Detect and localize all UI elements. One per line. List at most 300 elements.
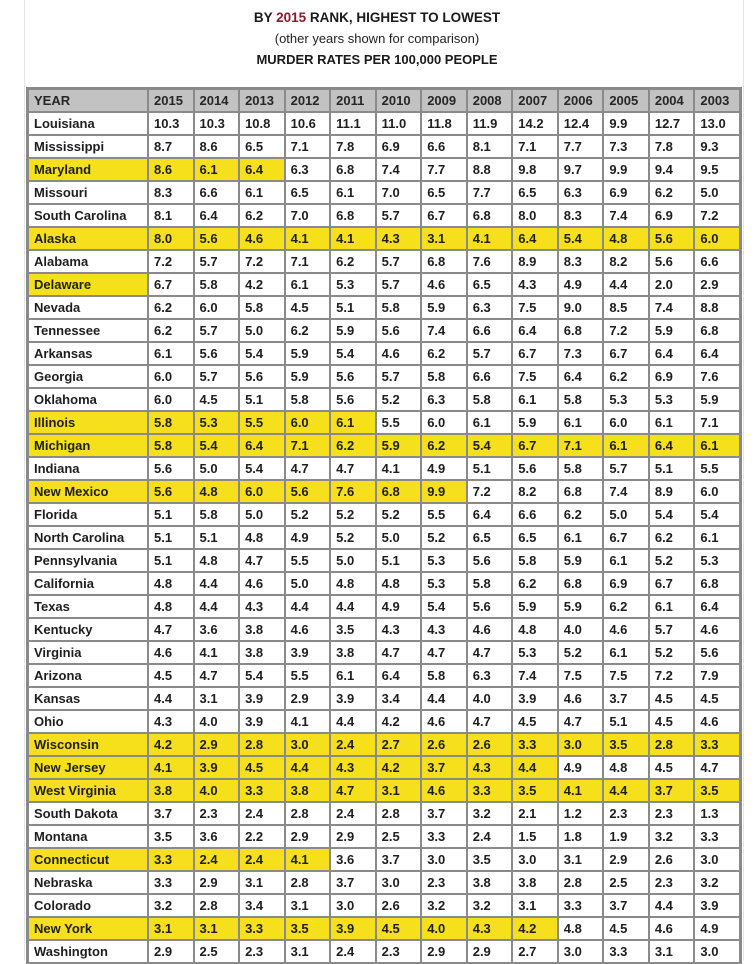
table-row — [29, 757, 739, 778]
rate-cell: 3.2 — [650, 826, 694, 847]
rate-cell: 4.1 — [468, 228, 512, 249]
rate-cell: 5.3 — [422, 550, 466, 571]
rate-cell: 6.2 — [422, 435, 466, 456]
rate-cell: 5.4 — [422, 596, 466, 617]
rate-cell: 4.6 — [422, 274, 466, 295]
rate-cell: 6.1 — [604, 550, 648, 571]
rate-cell: 5.9 — [422, 297, 466, 318]
rate-cell: 3.7 — [149, 803, 193, 824]
rate-cell: 4.4 — [286, 757, 330, 778]
rate-cell: 3.1 — [149, 918, 193, 939]
rate-cell: 5.0 — [195, 458, 239, 479]
state-name-cell: Wisconsin — [29, 734, 147, 755]
rate-cell: 6.1 — [695, 527, 739, 548]
rate-cell: 3.9 — [331, 688, 375, 709]
rate-cell: 7.5 — [559, 665, 603, 686]
rate-cell: 3.7 — [650, 780, 694, 801]
rate-cell: 6.3 — [559, 182, 603, 203]
rate-cell: 2.9 — [286, 826, 330, 847]
rate-cell: 3.1 — [240, 872, 284, 893]
rate-cell: 5.8 — [195, 274, 239, 295]
rate-cell: 7.4 — [604, 205, 648, 226]
rate-cell: 5.3 — [513, 642, 557, 663]
rate-cell: 3.7 — [604, 688, 648, 709]
rate-cell: 4.6 — [377, 343, 421, 364]
rate-cell: 5.4 — [559, 228, 603, 249]
rate-cell: 4.9 — [286, 527, 330, 548]
rate-cell: 6.0 — [286, 412, 330, 433]
rate-cell: 6.6 — [695, 251, 739, 272]
rate-cell: 3.3 — [240, 780, 284, 801]
rate-cell: 4.6 — [559, 688, 603, 709]
rate-cell: 5.4 — [695, 504, 739, 525]
rate-cell: 3.0 — [286, 734, 330, 755]
rate-cell: 10.8 — [240, 113, 284, 134]
rate-cell: 4.0 — [422, 918, 466, 939]
rate-cell: 7.1 — [513, 136, 557, 157]
rate-cell: 5.6 — [650, 228, 694, 249]
rate-cell: 2.3 — [195, 803, 239, 824]
rate-cell: 4.4 — [331, 711, 375, 732]
rate-cell: 3.4 — [240, 895, 284, 916]
rate-cell: 5.2 — [559, 642, 603, 663]
rate-cell: 5.7 — [468, 343, 512, 364]
rate-cell: 3.1 — [422, 228, 466, 249]
column-header-year: YEAR — [29, 90, 147, 111]
rate-cell: 2.6 — [377, 895, 421, 916]
rate-cell: 6.7 — [149, 274, 193, 295]
rate-cell: 6.6 — [468, 366, 512, 387]
rate-cell: 4.1 — [149, 757, 193, 778]
state-name-cell: Indiana — [29, 458, 147, 479]
rate-cell: 6.9 — [604, 573, 648, 594]
state-name-cell: New Jersey — [29, 757, 147, 778]
rate-cell: 5.0 — [604, 504, 648, 525]
rate-cell: 5.8 — [149, 412, 193, 433]
rate-cell: 3.2 — [149, 895, 193, 916]
rate-cell: 7.2 — [695, 205, 739, 226]
rate-cell: 4.2 — [377, 757, 421, 778]
state-name-cell: Georgia — [29, 366, 147, 387]
table-row — [29, 320, 739, 341]
table-row — [29, 297, 739, 318]
rate-cell: 2.9 — [604, 849, 648, 870]
rate-cell: 8.7 — [149, 136, 193, 157]
rate-cell: 11.1 — [331, 113, 375, 134]
rate-cell: 6.8 — [468, 205, 512, 226]
header-row — [29, 90, 739, 111]
rate-cell: 5.4 — [331, 343, 375, 364]
rate-cell: 3.9 — [240, 711, 284, 732]
rate-cell: 3.8 — [240, 619, 284, 640]
rate-cell: 4.8 — [331, 573, 375, 594]
rate-cell: 3.3 — [513, 734, 557, 755]
rate-cell: 5.4 — [240, 343, 284, 364]
rate-cell: 4.5 — [149, 665, 193, 686]
rate-cell: 4.4 — [195, 596, 239, 617]
table-row — [29, 527, 739, 548]
rate-cell: 4.8 — [604, 228, 648, 249]
rate-cell: 6.4 — [240, 435, 284, 456]
rate-cell: 2.3 — [240, 941, 284, 962]
rate-cell: 6.4 — [650, 343, 694, 364]
table-row — [29, 826, 739, 847]
rate-cell: 5.6 — [240, 366, 284, 387]
rate-cell: 8.3 — [149, 182, 193, 203]
rate-cell: 2.8 — [559, 872, 603, 893]
rate-cell: 6.3 — [468, 297, 512, 318]
rate-cell: 14.2 — [513, 113, 557, 134]
rate-cell: 3.8 — [331, 642, 375, 663]
rate-cell: 6.2 — [559, 504, 603, 525]
rate-cell: 5.8 — [513, 550, 557, 571]
rate-cell: 5.4 — [650, 504, 694, 525]
rate-cell: 6.6 — [422, 136, 466, 157]
rate-cell: 6.1 — [513, 389, 557, 410]
rate-cell: 8.5 — [604, 297, 648, 318]
rate-cell: 6.4 — [559, 366, 603, 387]
rate-cell: 8.6 — [195, 136, 239, 157]
rate-cell: 6.4 — [650, 435, 694, 456]
table-row — [29, 504, 739, 525]
rate-cell: 4.3 — [377, 228, 421, 249]
rate-cell: 6.1 — [559, 527, 603, 548]
rate-cell: 8.8 — [468, 159, 512, 180]
state-name-cell: Arkansas — [29, 343, 147, 364]
rate-cell: 6.2 — [604, 596, 648, 617]
rate-cell: 5.8 — [286, 389, 330, 410]
subtitle: (other years shown for comparison) — [274, 31, 480, 46]
rate-cell: 6.4 — [377, 665, 421, 686]
state-name-cell: Virginia — [29, 642, 147, 663]
rate-cell: 5.8 — [240, 297, 284, 318]
rate-cell: 3.0 — [377, 872, 421, 893]
state-name-cell: Texas — [29, 596, 147, 617]
rate-cell: 3.3 — [468, 780, 512, 801]
rate-cell: 3.2 — [695, 872, 739, 893]
rate-cell: 7.1 — [286, 251, 330, 272]
title-prefix: BY — [253, 10, 277, 25]
rate-cell: 5.6 — [695, 642, 739, 663]
rate-cell: 4.7 — [695, 757, 739, 778]
rate-cell: 5.5 — [240, 412, 284, 433]
rate-cell: 2.3 — [377, 941, 421, 962]
state-name-cell: Oklahoma — [29, 389, 147, 410]
rate-cell: 6.2 — [650, 527, 694, 548]
rate-cell: 2.9 — [195, 734, 239, 755]
rate-cell: 5.9 — [377, 435, 421, 456]
rate-cell: 6.2 — [149, 320, 193, 341]
rate-cell: 5.3 — [650, 389, 694, 410]
rate-cell: 4.4 — [604, 780, 648, 801]
rate-cell: 6.1 — [331, 665, 375, 686]
rate-cell: 4.5 — [240, 757, 284, 778]
rate-cell: 5.1 — [149, 527, 193, 548]
rate-cell: 5.5 — [377, 412, 421, 433]
rate-cell: 4.6 — [695, 711, 739, 732]
column-header-2010: 2010 — [377, 90, 421, 111]
column-header-2013: 2013 — [240, 90, 284, 111]
rate-cell: 8.3 — [559, 205, 603, 226]
rate-cell: 7.5 — [604, 665, 648, 686]
rate-cell: 7.2 — [240, 251, 284, 272]
rate-cell: 7.4 — [604, 481, 648, 502]
rate-cell: 3.1 — [195, 918, 239, 939]
rate-cell: 6.8 — [331, 159, 375, 180]
rate-cell: 4.9 — [559, 274, 603, 295]
rate-cell: 8.1 — [468, 136, 512, 157]
rate-cell: 2.1 — [513, 803, 557, 824]
rate-cell: 7.3 — [604, 136, 648, 157]
rate-cell: 5.1 — [650, 458, 694, 479]
rate-cell: 4.3 — [513, 274, 557, 295]
rate-cell: 7.2 — [650, 665, 694, 686]
table-row — [29, 481, 739, 502]
rate-cell: 4.4 — [331, 596, 375, 617]
rate-cell: 3.0 — [422, 849, 466, 870]
rate-cell: 3.7 — [422, 803, 466, 824]
rate-cell: 4.1 — [286, 711, 330, 732]
rate-cell: 4.5 — [650, 688, 694, 709]
rate-cell: 6.1 — [195, 159, 239, 180]
rate-cell: 13.0 — [695, 113, 739, 134]
rate-cell: 4.6 — [240, 573, 284, 594]
rate-cell: 6.5 — [468, 527, 512, 548]
rate-cell: 3.9 — [513, 688, 557, 709]
rate-cell: 2.4 — [331, 941, 375, 962]
rate-cell: 12.7 — [650, 113, 694, 134]
rate-cell: 2.5 — [377, 826, 421, 847]
rate-cell: 3.5 — [695, 780, 739, 801]
rate-cell: 2.9 — [286, 688, 330, 709]
rate-cell: 4.5 — [195, 389, 239, 410]
rate-cell: 9.4 — [650, 159, 694, 180]
table-row — [29, 412, 739, 433]
rate-cell: 7.4 — [650, 297, 694, 318]
rate-cell: 6.9 — [650, 205, 694, 226]
rate-cell: 4.7 — [149, 619, 193, 640]
rate-cell: 4.6 — [650, 918, 694, 939]
rate-cell: 3.1 — [377, 780, 421, 801]
rate-cell: 2.8 — [195, 895, 239, 916]
rate-cell: 4.8 — [604, 757, 648, 778]
rate-cell: 4.5 — [650, 711, 694, 732]
rate-cell: 7.7 — [422, 159, 466, 180]
rate-cell: 4.2 — [377, 711, 421, 732]
rate-cell: 6.8 — [559, 573, 603, 594]
rate-cell: 5.9 — [695, 389, 739, 410]
rate-cell: 5.3 — [422, 573, 466, 594]
rate-cell: 5.8 — [422, 665, 466, 686]
rate-cell: 5.0 — [240, 320, 284, 341]
rate-cell: 4.8 — [149, 596, 193, 617]
rate-cell: 5.6 — [149, 481, 193, 502]
rate-cell: 9.3 — [695, 136, 739, 157]
rate-cell: 4.6 — [604, 619, 648, 640]
rate-cell: 2.4 — [468, 826, 512, 847]
rate-cell: 5.7 — [650, 619, 694, 640]
table-row — [29, 895, 739, 916]
rate-cell: 6.7 — [422, 205, 466, 226]
rate-cell: 8.0 — [149, 228, 193, 249]
rate-cell: 4.3 — [468, 757, 512, 778]
rate-cell: 1.8 — [559, 826, 603, 847]
rate-cell: 4.2 — [149, 734, 193, 755]
rate-cell: 6.4 — [513, 320, 557, 341]
rate-cell: 4.9 — [695, 918, 739, 939]
rate-cell: 6.4 — [240, 159, 284, 180]
rate-cell: 3.7 — [422, 757, 466, 778]
rate-cell: 5.2 — [377, 504, 421, 525]
rate-cell: 5.7 — [195, 366, 239, 387]
rate-cell: 3.8 — [286, 780, 330, 801]
table-caption: MURDER RATES PER 100,000 PEOPLE — [256, 52, 498, 67]
rate-cell: 5.9 — [650, 320, 694, 341]
rate-cell: 3.3 — [604, 941, 648, 962]
rate-cell: 5.2 — [650, 550, 694, 571]
rate-cell: 2.4 — [331, 734, 375, 755]
rate-cell: 4.0 — [195, 780, 239, 801]
rate-cell: 8.3 — [559, 251, 603, 272]
rate-cell: 6.7 — [650, 573, 694, 594]
rate-cell: 2.6 — [650, 849, 694, 870]
rate-cell: 4.0 — [559, 619, 603, 640]
rate-cell: 6.8 — [559, 320, 603, 341]
rate-cell: 6.2 — [240, 205, 284, 226]
rate-cell: 2.9 — [422, 941, 466, 962]
rate-cell: 3.6 — [331, 849, 375, 870]
rate-cell: 5.5 — [695, 458, 739, 479]
rate-cell: 5.6 — [513, 458, 557, 479]
rate-cell: 11.8 — [422, 113, 466, 134]
rate-cell: 6.0 — [695, 481, 739, 502]
table-row — [29, 573, 739, 594]
rate-cell: 2.4 — [240, 849, 284, 870]
rate-cell: 6.8 — [331, 205, 375, 226]
rate-cell: 6.1 — [468, 412, 512, 433]
rate-cell: 6.5 — [468, 274, 512, 295]
rate-cell: 2.8 — [240, 734, 284, 755]
rate-cell: 4.4 — [149, 688, 193, 709]
rate-cell: 2.6 — [468, 734, 512, 755]
rate-cell: 3.9 — [695, 895, 739, 916]
rate-cell: 5.9 — [513, 596, 557, 617]
state-name-cell: Washington — [29, 941, 147, 962]
rate-cell: 4.6 — [286, 619, 330, 640]
rate-cell: 6.0 — [422, 412, 466, 433]
rate-cell: 5.6 — [331, 389, 375, 410]
rate-cell: 3.3 — [149, 849, 193, 870]
rate-cell: 4.8 — [195, 550, 239, 571]
rate-cell: 6.6 — [468, 320, 512, 341]
table-row — [29, 228, 739, 249]
rate-cell: 2.4 — [331, 803, 375, 824]
rate-cell: 5.6 — [149, 458, 193, 479]
rate-cell: 11.0 — [377, 113, 421, 134]
rate-cell: 6.5 — [286, 182, 330, 203]
rate-cell: 5.3 — [195, 412, 239, 433]
rate-cell: 5.5 — [286, 550, 330, 571]
rate-cell: 4.6 — [468, 619, 512, 640]
rate-cell: 3.3 — [559, 895, 603, 916]
rate-cell: 4.5 — [650, 757, 694, 778]
rate-cell: 3.8 — [468, 872, 512, 893]
rate-cell: 6.2 — [513, 573, 557, 594]
rate-cell: 4.3 — [422, 619, 466, 640]
rate-cell: 4.5 — [513, 711, 557, 732]
rate-cell: 7.9 — [695, 665, 739, 686]
rate-cell: 6.3 — [422, 389, 466, 410]
rate-cell: 4.9 — [422, 458, 466, 479]
rate-cell: 2.8 — [377, 803, 421, 824]
rate-cell: 4.1 — [331, 228, 375, 249]
rate-cell: 4.5 — [695, 688, 739, 709]
rate-cell: 9.7 — [559, 159, 603, 180]
rate-cell: 5.6 — [331, 366, 375, 387]
rate-cell: 3.2 — [422, 895, 466, 916]
column-header-2005: 2005 — [604, 90, 648, 111]
rate-cell: 4.3 — [240, 596, 284, 617]
rate-cell: 5.2 — [422, 527, 466, 548]
rate-cell: 2.3 — [422, 872, 466, 893]
state-name-cell: New York — [29, 918, 147, 939]
rate-cell: 3.5 — [604, 734, 648, 755]
rate-cell: 2.9 — [468, 941, 512, 962]
rate-cell: 5.1 — [377, 550, 421, 571]
rate-cell: 2.7 — [377, 734, 421, 755]
rate-cell: 8.8 — [695, 297, 739, 318]
rate-cell: 5.6 — [377, 320, 421, 341]
rate-cell: 3.0 — [559, 941, 603, 962]
rate-cell: 4.6 — [422, 711, 466, 732]
rate-cell: 4.8 — [240, 527, 284, 548]
rate-cell: 5.4 — [468, 435, 512, 456]
rate-cell: 3.0 — [331, 895, 375, 916]
rate-cell: 5.3 — [695, 550, 739, 571]
rate-cell: 5.6 — [650, 251, 694, 272]
rate-cell: 1.5 — [513, 826, 557, 847]
rate-cell: 4.8 — [377, 573, 421, 594]
table-row — [29, 918, 739, 939]
rate-cell: 5.2 — [377, 389, 421, 410]
rate-cell: 3.9 — [286, 642, 330, 663]
table-row — [29, 711, 739, 732]
rate-cell: 5.4 — [240, 665, 284, 686]
rate-cell: 10.6 — [286, 113, 330, 134]
rate-cell: 3.5 — [149, 826, 193, 847]
state-name-cell: Delaware — [29, 274, 147, 295]
state-name-cell: Illinois — [29, 412, 147, 433]
rate-cell: 7.8 — [650, 136, 694, 157]
rate-cell: 5.8 — [559, 389, 603, 410]
state-name-cell: Pennsylvania — [29, 550, 147, 571]
rate-cell: 2.3 — [650, 872, 694, 893]
rate-cell: 4.7 — [468, 711, 512, 732]
rate-cell: 5.7 — [377, 251, 421, 272]
table-row — [29, 205, 739, 226]
rate-cell: 6.1 — [604, 642, 648, 663]
rate-cell: 3.8 — [149, 780, 193, 801]
rate-cell: 6.1 — [650, 412, 694, 433]
rate-cell: 7.5 — [513, 366, 557, 387]
rate-cell: 6.1 — [559, 412, 603, 433]
rate-cell: 4.4 — [195, 573, 239, 594]
state-name-cell: Kansas — [29, 688, 147, 709]
rate-cell: 6.1 — [604, 435, 648, 456]
rate-cell: 5.9 — [559, 596, 603, 617]
rate-cell: 7.4 — [377, 159, 421, 180]
rate-cell: 3.5 — [513, 780, 557, 801]
